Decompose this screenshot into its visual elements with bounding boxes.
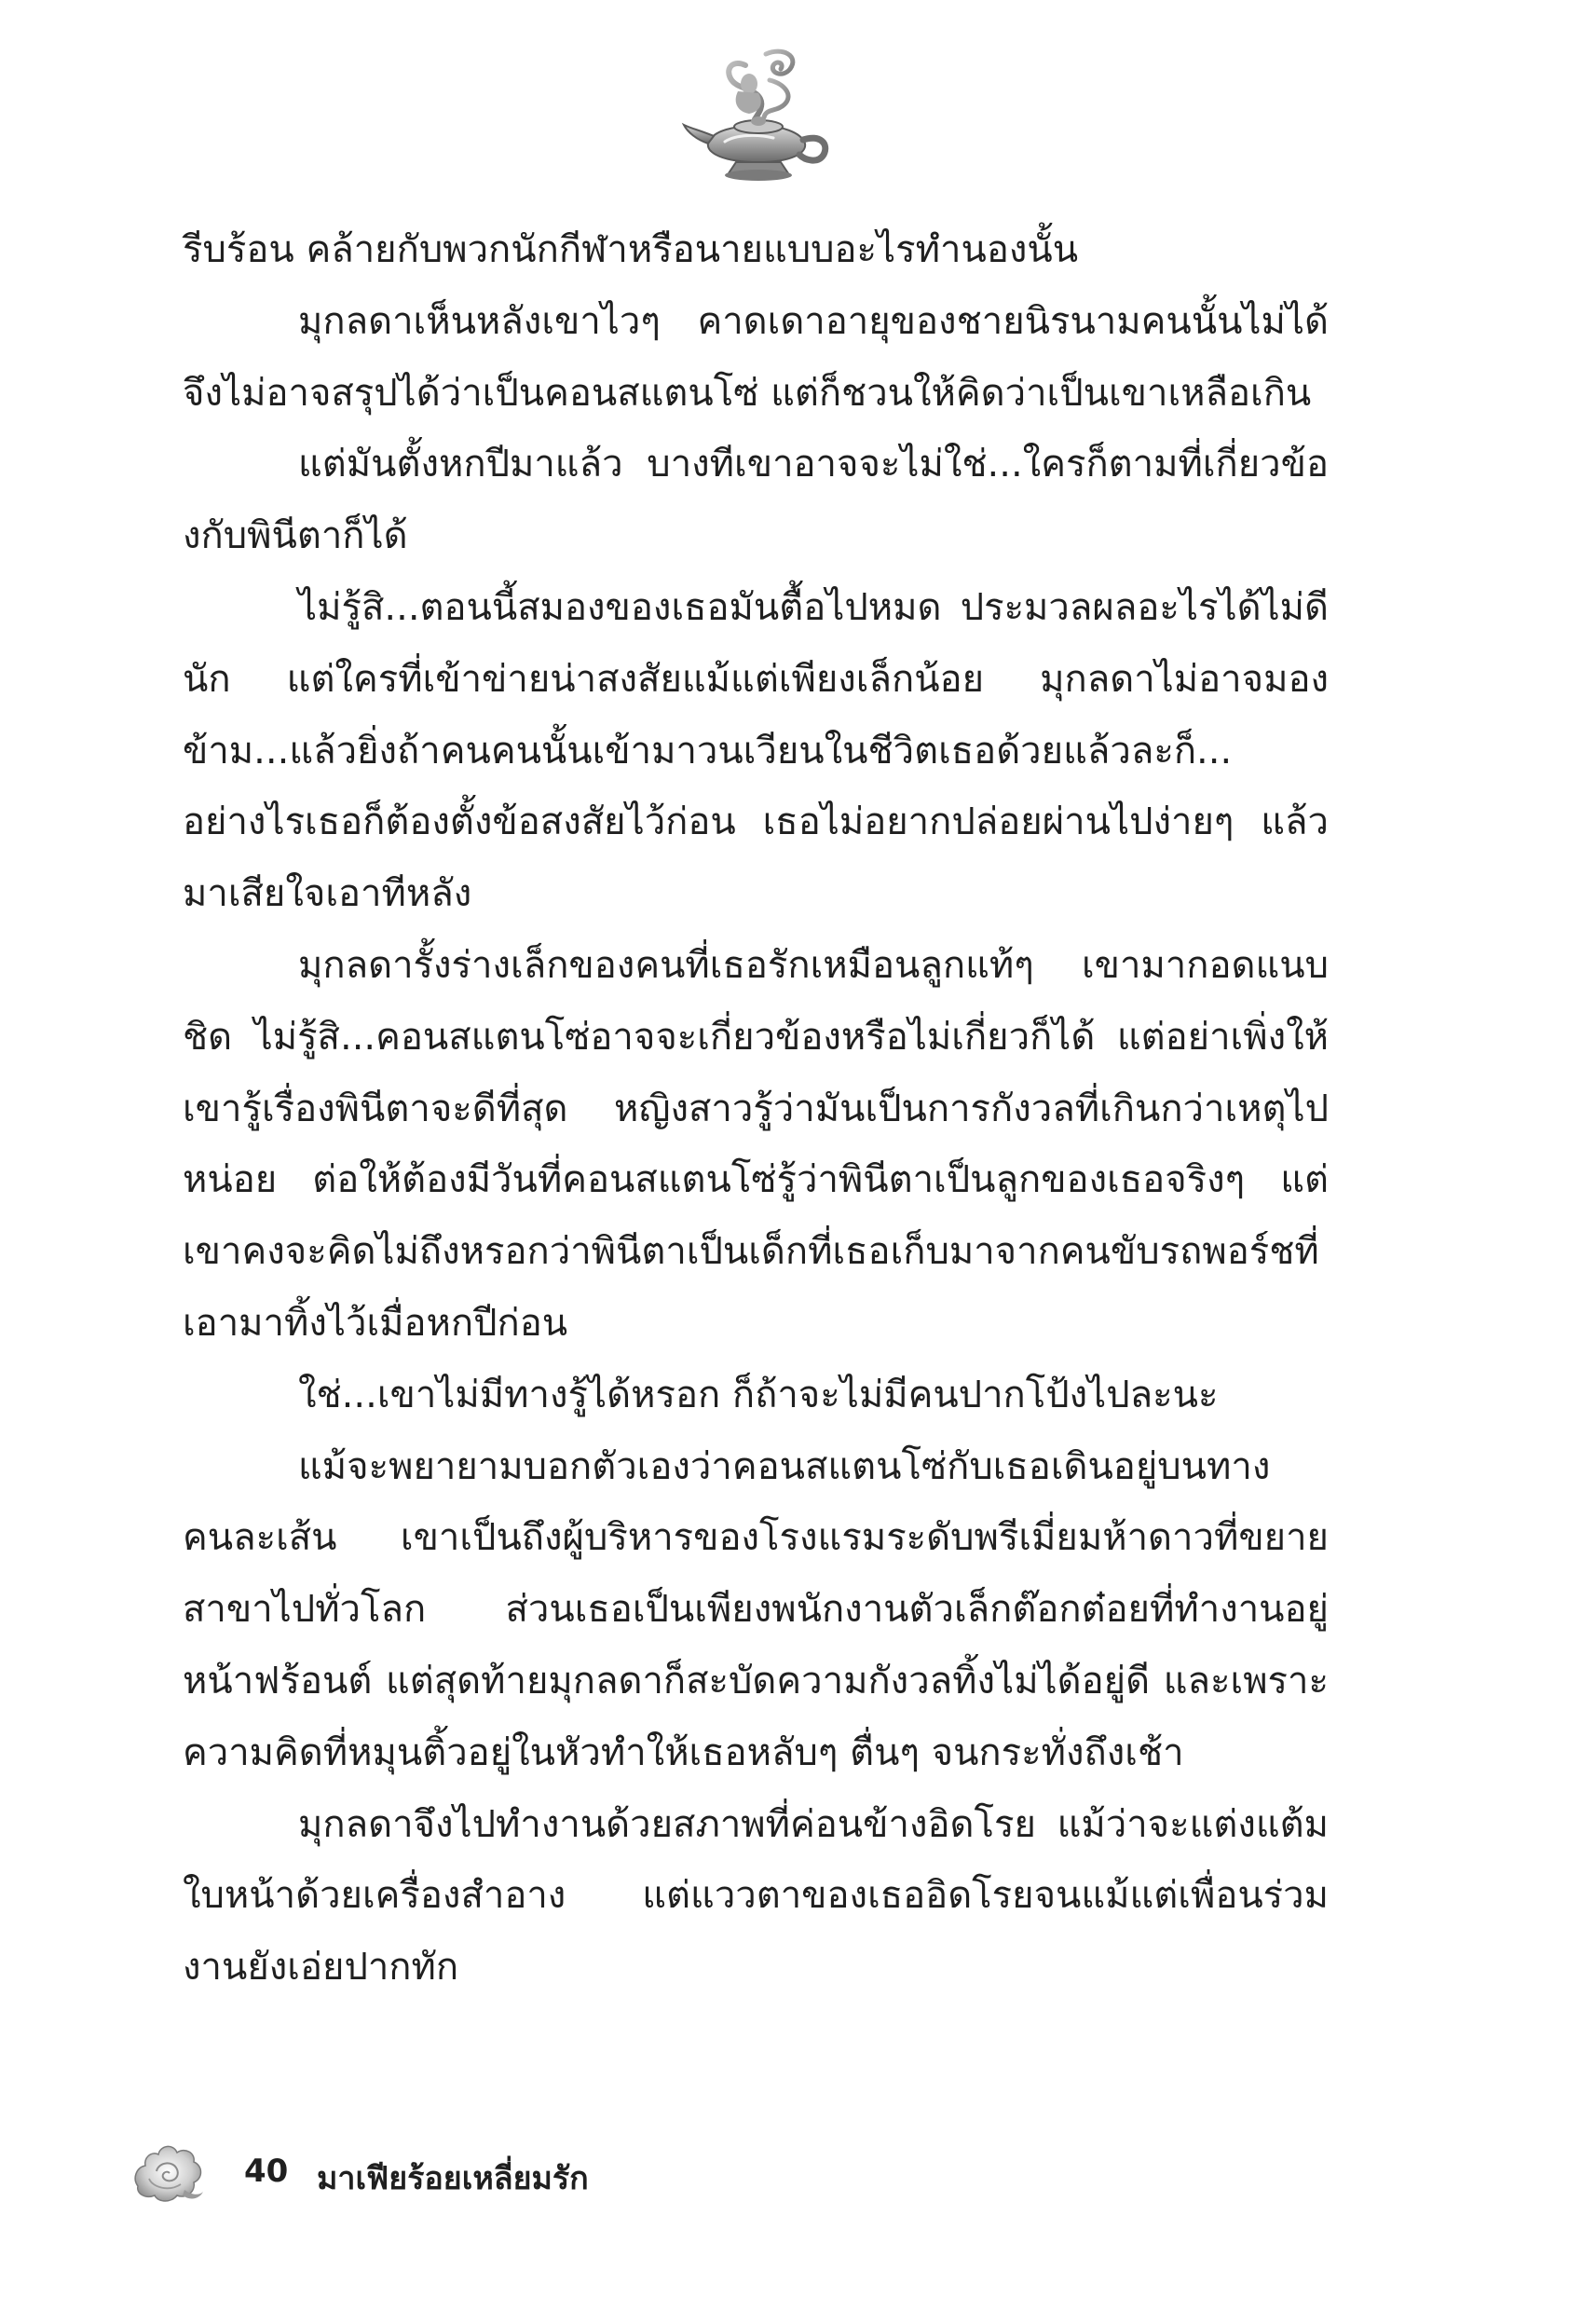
- page-footer: [130, 2134, 969, 2227]
- paragraph: แม้จะพยายามบอกตัวเองว่าคอนสแตนโซ่กับเธอเดินอยู่บนทางคนละเส้น เขาเป็นถึงผู้บริหารของโรงแรมระดับพรีเมี่ยมห้าดาวที่ขยายสาขาไปทั่วโลก ส่วนเธอเป็นเพียงพนักงานตัวเล็กต๊อกต๋อยที่ทำงานอยู่หน้าฟร้อนต์ แต่สุดท้ายมุกลดาก็สะบัดความกังวลทิ้งไม่ได้อยู่ดี และเพราะความคิดที่หมุนติ้วอยู่ในหัวทำให้เธอหลับๆ ตื่นๆ จนกระทั่งถึงเช้า: [183, 1444, 1329, 1774]
- genie-lamp-icon: [680, 47, 839, 186]
- body-text: [183, 214, 1329, 2003]
- paragraph: มุกลดาเห็นหลังเขาไวๆ คาดเดาอายุของชายนิรนามคนนั้นไม่ได้ จึงไม่อาจสรุปได้ว่าเป็นคอนสแตนโซ่ แต่ก็ชวนให้คิดว่าเป็นเขาเหลือเกิน: [183, 299, 1329, 415]
- book-title: มาเฟียร้อยเหลี่ยมรัก: [317, 2160, 589, 2197]
- paragraph: รีบร้อน คล้ายกับพวกนักกีฬาหรือนายแบบอะไรทำนองนั้น: [183, 228, 1079, 271]
- page-number: 40: [244, 2153, 289, 2190]
- paragraph: มุกลดารั้งร่างเล็กของคนที่เธอรักเหมือนลูกแท้ๆ เขามากอดแนบชิด ไม่รู้สิ...คอนสแตนโซ่อาจจะเกี่ยวข้องหรือไม่เกี่ยวก็ได้ แต่อย่าเพิ่งให้เขารู้เรื่องพินีตาจะดีที่สุด หญิงสาวรู้ว่ามันเป็นการกังวลที่เกินกว่าเหตุไปหน่อย ต่อให้ต้องมีวันที่คอนสแตนโซ่รู้ว่าพินีตาเป็นลูกของเธอจริงๆ แต่เขาคงจะคิดไม่ถึงหรอกว่าพินีตาเป็นเด็กที่เธอเก็บมาจากคนขับรถพอร์ชที่เอามาทิ้งไว้เมื่อหกปีก่อน: [183, 943, 1329, 1345]
- paragraph: ไม่รู้สิ...ตอนนี้สมองของเธอมันตื้อไปหมด ประมวลผลอะไรได้ไม่ดีนัก แต่ใครที่เข้าข่ายน่าสงสัยแม้แต่เพียงเล็กน้อย มุกลดาไม่อาจมองข้าม...แล้วยิ่งถ้าคนคนนั้นเข้ามาวนเวียนในชีวิตเธอด้วยแล้วละก็... อย่างไรเธอก็ต้องตั้งข้อสงสัยไว้ก่อน เธอไม่อยากปล่อยผ่านไปง่ายๆ แล้วมาเสียใจเอาทีหลัง: [183, 585, 1329, 916]
- paragraph: แต่มันตั้งหกปีมาแล้ว บางทีเขาอาจจะไม่ใช่...ใครก็ตามที่เกี่ยวข้องกับพินีตาก็ได้: [183, 443, 1329, 558]
- paragraph: มุกลดาจึงไปทำงานด้วยสภาพที่ค่อนข้างอิดโรย แม้ว่าจะแต่งแต้มใบหน้าด้วยเครื่องสำอาง แต่แววตาของเธออิดโรยจนแม้แต่เพื่อนร่วมงานยังเอ่ยปากทัก: [183, 1802, 1329, 1990]
- paragraph: ใช่...เขาไม่มีทางรู้ได้หรอก ก็ถ้าจะไม่มีคนปากโป้งไปละนะ: [298, 1373, 1219, 1416]
- rose-icon: [130, 2134, 205, 2208]
